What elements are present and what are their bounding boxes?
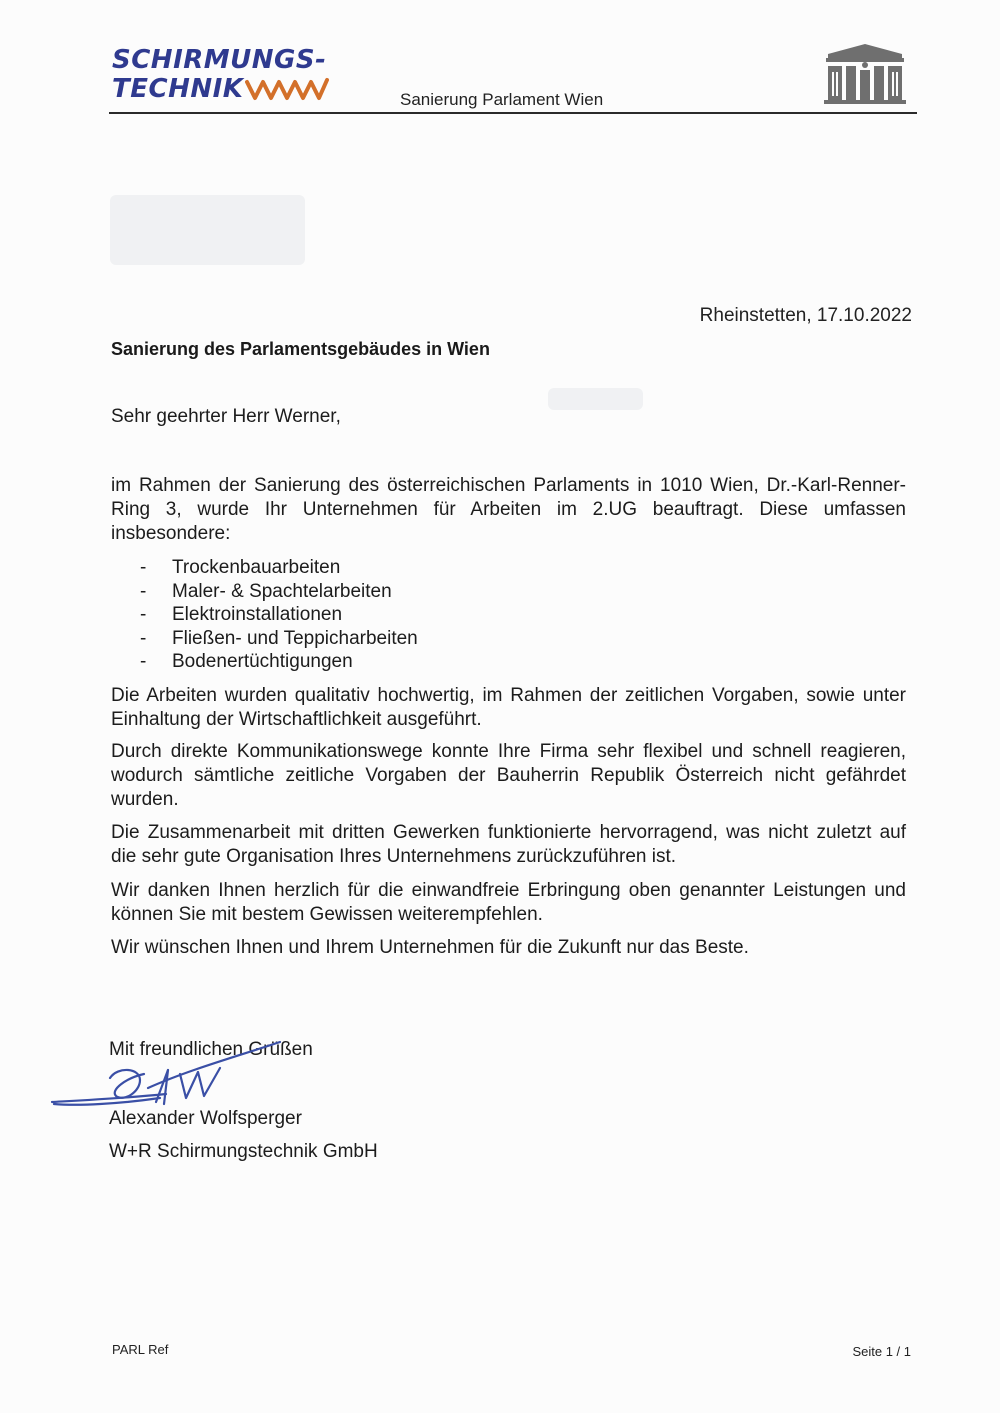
footer-reference: PARL Ref xyxy=(112,1342,169,1357)
letter-subject: Sanierung des Parlamentsgebäudes in Wien xyxy=(111,339,490,359)
page-number: Seite 1 / 1 xyxy=(852,1344,911,1359)
logo-line-1: SCHIRMUNGS- xyxy=(112,45,327,75)
task-list xyxy=(140,556,418,674)
logo-line-2: TECHNIK xyxy=(112,74,244,104)
signer-company: W+R Schirmungstechnik GmbH xyxy=(109,1141,378,1162)
list-item: - Maler- & Spachtelarbeiten xyxy=(140,580,392,602)
signer-name: Alexander Wolfsperger xyxy=(109,1108,302,1129)
list-item: - Elektroinstallationen xyxy=(140,604,343,626)
paragraph-wishes: Wir wünschen Ihnen und Ihrem Unternehmen für die Zukunft nur das Beste. xyxy=(111,937,749,958)
paragraph-cooperation: Die Zusammenarbeit mit dritten Gewerken funktionierte hervorragend, was nicht zuletzt auf die sehr gute Organisation Ihres Unternehmens zurückzuführen ist. xyxy=(111,822,906,867)
list-item: - Fließen- und Teppicharbeiten xyxy=(140,627,418,649)
place-date: Rheinstetten, 17.10.2022 xyxy=(699,305,912,326)
scan-smudge xyxy=(548,388,643,410)
closing-phrase: Mit freundlichen Grüßen xyxy=(109,1039,313,1060)
company-logo xyxy=(112,46,352,110)
paragraph-recommendation: Wir danken Ihnen herzlich für die einwandfreie Erbringung oben genannter Leistungen und können Sie mit bestem Gewissen weiterempfehlen. xyxy=(111,880,906,925)
header-divider xyxy=(109,112,917,114)
list-item: - Trockenbauarbeiten xyxy=(140,557,341,578)
header-subtitle: Sanierung Parlament Wien xyxy=(400,90,604,109)
salutation: Sehr geehrter Herr Werner, xyxy=(111,406,341,427)
wave-icon xyxy=(245,76,335,104)
logo-line-2-row xyxy=(112,75,352,104)
paragraph-quality: Die Arbeiten wurden qualitativ hochwertig, im Rahmen der zeitlichen Vorgaben, sowie unter Einhaltung der Wirtschaftlichkeit ausgeführt. xyxy=(111,685,906,730)
intro-paragraph: im Rahmen der Sanierung des österreichischen Parlaments in 1010 Wien, Dr.-Karl-Renner-Ring 3, wurde Ihr Unternehmen für Arbeiten im 2.UG beauftragt. Diese umfassen insbesondere: xyxy=(111,475,906,544)
parliament-building-icon xyxy=(822,44,908,104)
scan-smudge xyxy=(110,195,305,265)
handwritten-signature xyxy=(48,1028,288,1118)
paragraph-communication: Durch direkte Kommunikationswege konnte Ihre Firma sehr flexibel und schnell reagieren, wodurch sämtliche zeitliche Vorgaben der Bauherrin Republik Österreich nicht gefährdet wurden. xyxy=(111,741,906,810)
list-item: - Bodenertüchtigungen xyxy=(140,651,353,673)
